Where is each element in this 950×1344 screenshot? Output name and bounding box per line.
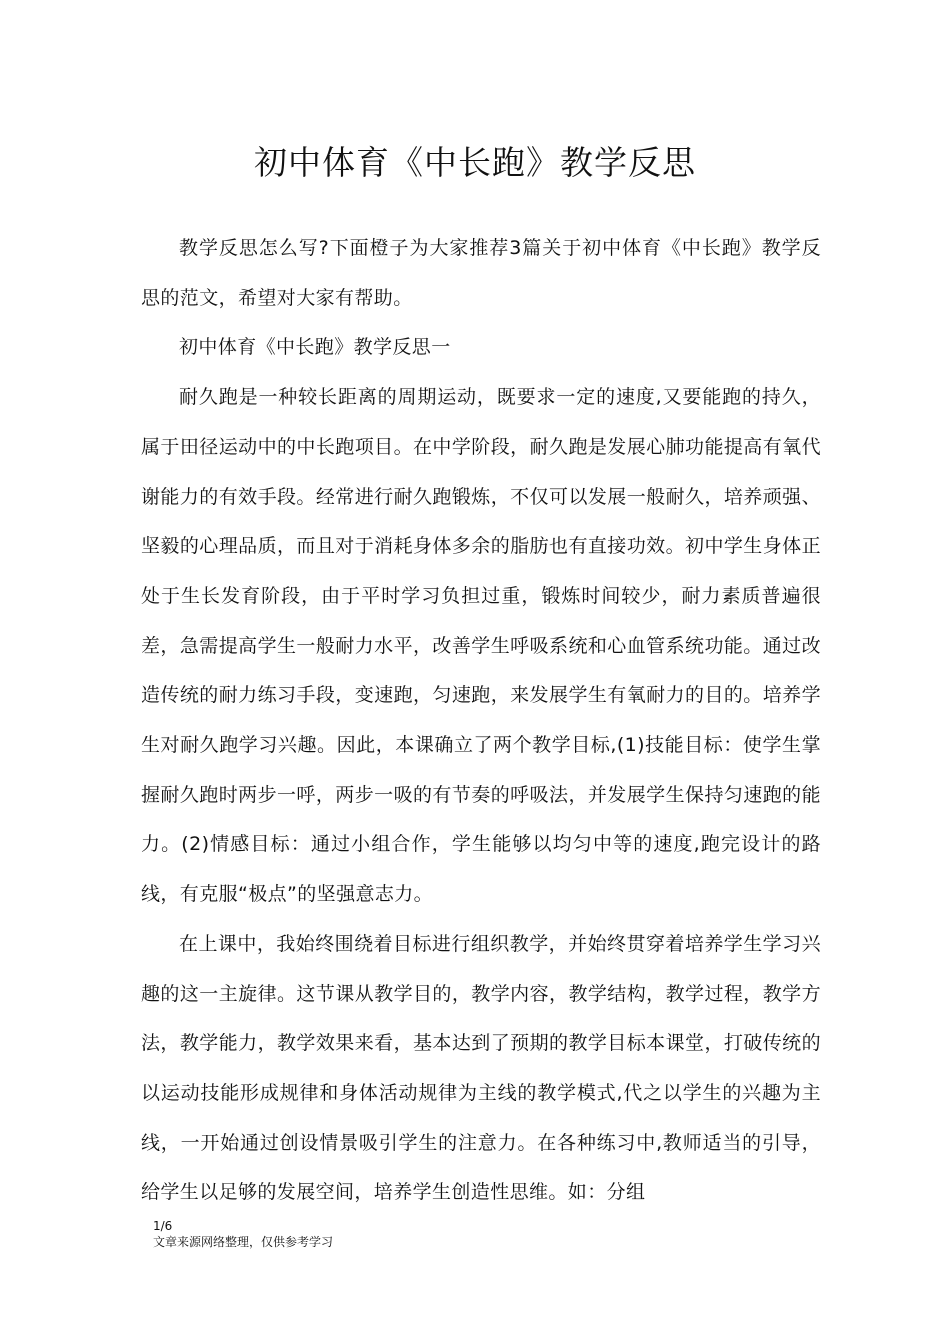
body-paragraph: 在上课中，我始终围绕着目标进行组织教学，并始终贯穿着培养学生学习兴趣的这一主旋律。这节课从教学目的，教学内容，教学结构，教学过程，教学方法，教学能力，教学效果来看，基本达到了预期的教学目标本课堂，打破传统的以运动技能形成规律和身体活动规律为主线的教学模式,代之以学生的兴趣为主线，一开始通过创设情景吸引学生的注意力。在各种练习中,教师适当的引导，给学生以足够的发展空间，培养学生创造性思维。如：分组 xyxy=(141,932,821,1204)
page-number: 1/6 xyxy=(153,1219,173,1233)
body-paragraph: 耐久跑是一种较长距离的周期运动，既要求一定的速度,又要能跑的持久，属于田径运动中的中长跑项目。在中学阶段，耐久跑是发展心肺功能提高有氧代谢能力的有效手段。经常进行耐久跑锻炼，不仅可以发展一般耐久，培养顽强、坚毅的心理品质，而且对于消耗身体多余的脂肪也有直接功效。初中学生身体正处于生长发育阶段，由于平时学习负担过重，锻炼时间较少，耐力素质普遍很差，急需提高学生一般耐力水平，改善学生呼吸系统和心血管系统功能。通过改造传统的耐力练习手段，变速跑，匀速跑，来发展学生有氧耐力的目的。培养学生对耐久跑学习兴趣。因此，本课确立了两个教学目标,(1)技能目标：使学生掌握耐久跑时两步一呼，两步一吸的有节奏的呼吸法，并发展学生保持匀速跑的能力。(2)情感目标：通过小组合作，学生能够以均匀中等的速度,跑完设计的路线，有克服“极点”的坚强意志力。 xyxy=(141,386,821,906)
page-footer xyxy=(153,1218,333,1250)
document-title: 初中体育《中长跑》教学反思 xyxy=(254,143,696,182)
document-body xyxy=(141,224,821,1218)
intro-paragraph: 教学反思怎么写?下面橙子为大家推荐3篇关于初中体育《中长跑》教学反思的范文，希望对大家有帮助。 xyxy=(141,237,821,309)
source-note: 文章来源网络整理，仅供参考学习 xyxy=(153,1235,334,1249)
section-heading: 初中体育《中长跑》教学反思一 xyxy=(179,336,451,359)
